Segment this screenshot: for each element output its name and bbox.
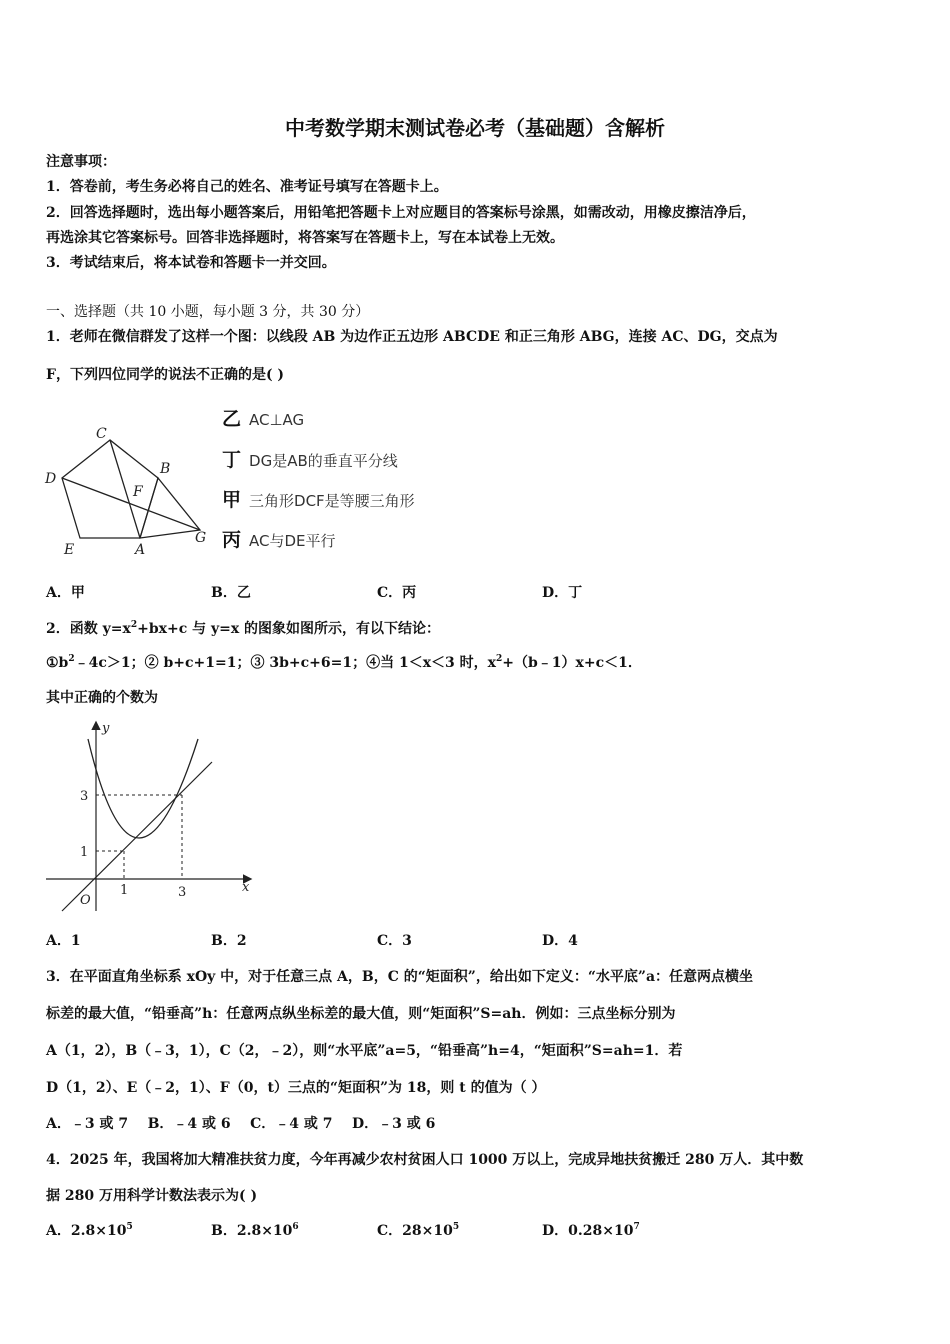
statement-jia (222, 485, 415, 512)
axis-label-x: x (242, 880, 250, 895)
page-title: 中考数学期末测试卷必考（基础题）含解析 (285, 116, 665, 140)
q3-text-line2: 标差的最大值，“铅垂高”h：任意两点纵坐标差的最大值，则“矩面积”S=ah．例如：三点坐标分别为 (46, 1006, 676, 1022)
section-heading: 一、选择题（共 10 小题，每小题 3 分，共 30 分） (46, 304, 370, 320)
axis-label-y: y (102, 721, 110, 736)
statement-text: DG是AB的垂直平分线 (249, 452, 398, 470)
q2-option-c[interactable]: C．3 (377, 933, 412, 949)
q1-text-line1: 1．老师在微信群发了这样一个图：以线段 AB 为边作正五边形 ABCDE 和正三角形 ABG，连接 AC、DG，交点为 (46, 329, 778, 345)
notice-heading: 注意事项： (46, 154, 116, 170)
tick-y-1: 1 (80, 845, 89, 860)
option-base: C．28×10 (377, 1223, 453, 1239)
notice-item-2: 2．回答选择题时，选出每小题答案后，用铅笔把答题卡上对应题目的答案标号涂黑，如需改动，用橡皮擦洁净后， (46, 205, 756, 221)
statement-bing (222, 525, 336, 552)
line-y-equals-x (62, 762, 212, 911)
tick-x-1: 1 (120, 883, 129, 898)
notice-item-1: 1．答卷前，考生务必将自己的姓名、准考证号填写在答题卡上。 (46, 179, 448, 195)
option-base: D．0.28×10 (542, 1223, 634, 1239)
q4-text-line1: 4．2025 年，我国将加大精准扶贫力度，今年再减少农村贫困人口 1000 万以上，完成异地扶贫搬迁 280 万人．其中数 (46, 1152, 804, 1168)
triangle-abg (140, 478, 200, 538)
label-d: D (45, 471, 57, 487)
q2-text-line3: 其中正确的个数为 (46, 690, 158, 706)
q4-text-line2: 据 280 万用科学计数法表示为( ) (46, 1188, 258, 1204)
q1-option-b[interactable]: B．乙 (211, 585, 251, 601)
q4-option-a[interactable] (46, 1221, 133, 1241)
notice-item-2-cont: 再选涂其它答案标号。回答非选择题时，将答案写在答题卡上，写在本试卷上无效。 (46, 230, 564, 246)
label-c: C (96, 426, 107, 442)
statement-text: AC⊥AG (249, 411, 305, 429)
option-base: B．2.8×10 (211, 1223, 293, 1239)
option-exponent: 5 (126, 1222, 133, 1232)
q2-option-d[interactable]: D．4 (542, 933, 578, 949)
q2-claim-exp1: 2 (68, 654, 75, 664)
q2-claim-part2: ﹣4c＞1；② b+c+1=1；③ 3b+c+6=1；④当 1＜x＜3 时，x (74, 655, 497, 671)
label-g: G (195, 530, 207, 546)
q2-text-line1 (46, 619, 440, 639)
option-exponent: 6 (292, 1222, 299, 1232)
pentagon-abcde (62, 440, 158, 538)
statement-text: 三角形DCF是等腰三角形 (249, 492, 415, 510)
q4-option-b[interactable] (211, 1221, 299, 1241)
student-name: 乙 (222, 408, 242, 430)
q1-text-line2: F，下列四位同学的说法不正确的是( ) (46, 367, 285, 383)
notice-item-3: 3．考试结束后，将本试卷和答题卡一并交回。 (46, 255, 336, 271)
q2-fn-prefix: 2．函数 y=x (46, 621, 131, 637)
label-a: A (135, 542, 146, 558)
student-name: 丙 (222, 529, 242, 551)
q2-function-graph (40, 715, 260, 915)
q3-text-line3: A（1，2），B（﹣3，1），C（2，﹣2），则“水平底”a=5，“铅垂高”h=4，“矩面积”S=ah=1．若 (46, 1043, 683, 1059)
parabola (88, 739, 198, 838)
q2-claim-part3: +（b﹣1）x+c＜1． (502, 655, 642, 671)
q2-text-line2 (46, 653, 642, 673)
q1-pentagon-figure (44, 424, 214, 559)
q3-text-line4: D（1，2）、E（﹣2，1）、F（0，t）三点的“矩面积”为 18，则 t 的值为（ ） (46, 1080, 546, 1096)
origin-label: O (80, 893, 91, 908)
q1-option-c[interactable]: C．丙 (377, 585, 417, 601)
q1-option-a[interactable]: A．甲 (46, 585, 85, 601)
tick-y-3: 3 (80, 789, 89, 804)
statement-ding (222, 445, 398, 472)
option-exponent: 7 (633, 1222, 640, 1232)
label-f: F (133, 484, 143, 500)
q2-fn-suffix: +bx+c 与 y=x 的图象如图所示，有以下结论： (137, 621, 441, 637)
q3-options[interactable]: A．﹣3 或 7 B．﹣4 或 6 C．﹣4 或 7 D．﹣3 或 6 (46, 1116, 436, 1132)
q4-option-d[interactable] (542, 1221, 640, 1241)
q2-exponent: 2 (130, 620, 138, 630)
q2-claim-part1: ①b (46, 655, 69, 671)
statement-yi (222, 404, 304, 431)
q4-option-c[interactable] (377, 1221, 459, 1241)
q3-text-line1: 3．在平面直角坐标系 xOy 中，对于任意三点 A，B，C 的“矩面积”，给出如下定义：“水平底”a：任意两点横坐 (46, 969, 754, 985)
tick-x-3: 3 (178, 885, 187, 900)
label-b: B (160, 461, 171, 477)
q2-option-b[interactable]: B．2 (211, 933, 247, 949)
q1-option-d[interactable]: D．丁 (542, 585, 583, 601)
student-name: 丁 (222, 449, 242, 471)
q2-option-a[interactable]: A．1 (46, 933, 81, 949)
option-base: A．2.8×10 (46, 1223, 127, 1239)
label-e: E (64, 542, 75, 558)
statement-text: AC与DE平行 (249, 532, 336, 550)
q2-claim-exp2: 2 (496, 654, 503, 664)
student-name: 甲 (222, 489, 242, 511)
option-exponent: 5 (452, 1222, 460, 1232)
